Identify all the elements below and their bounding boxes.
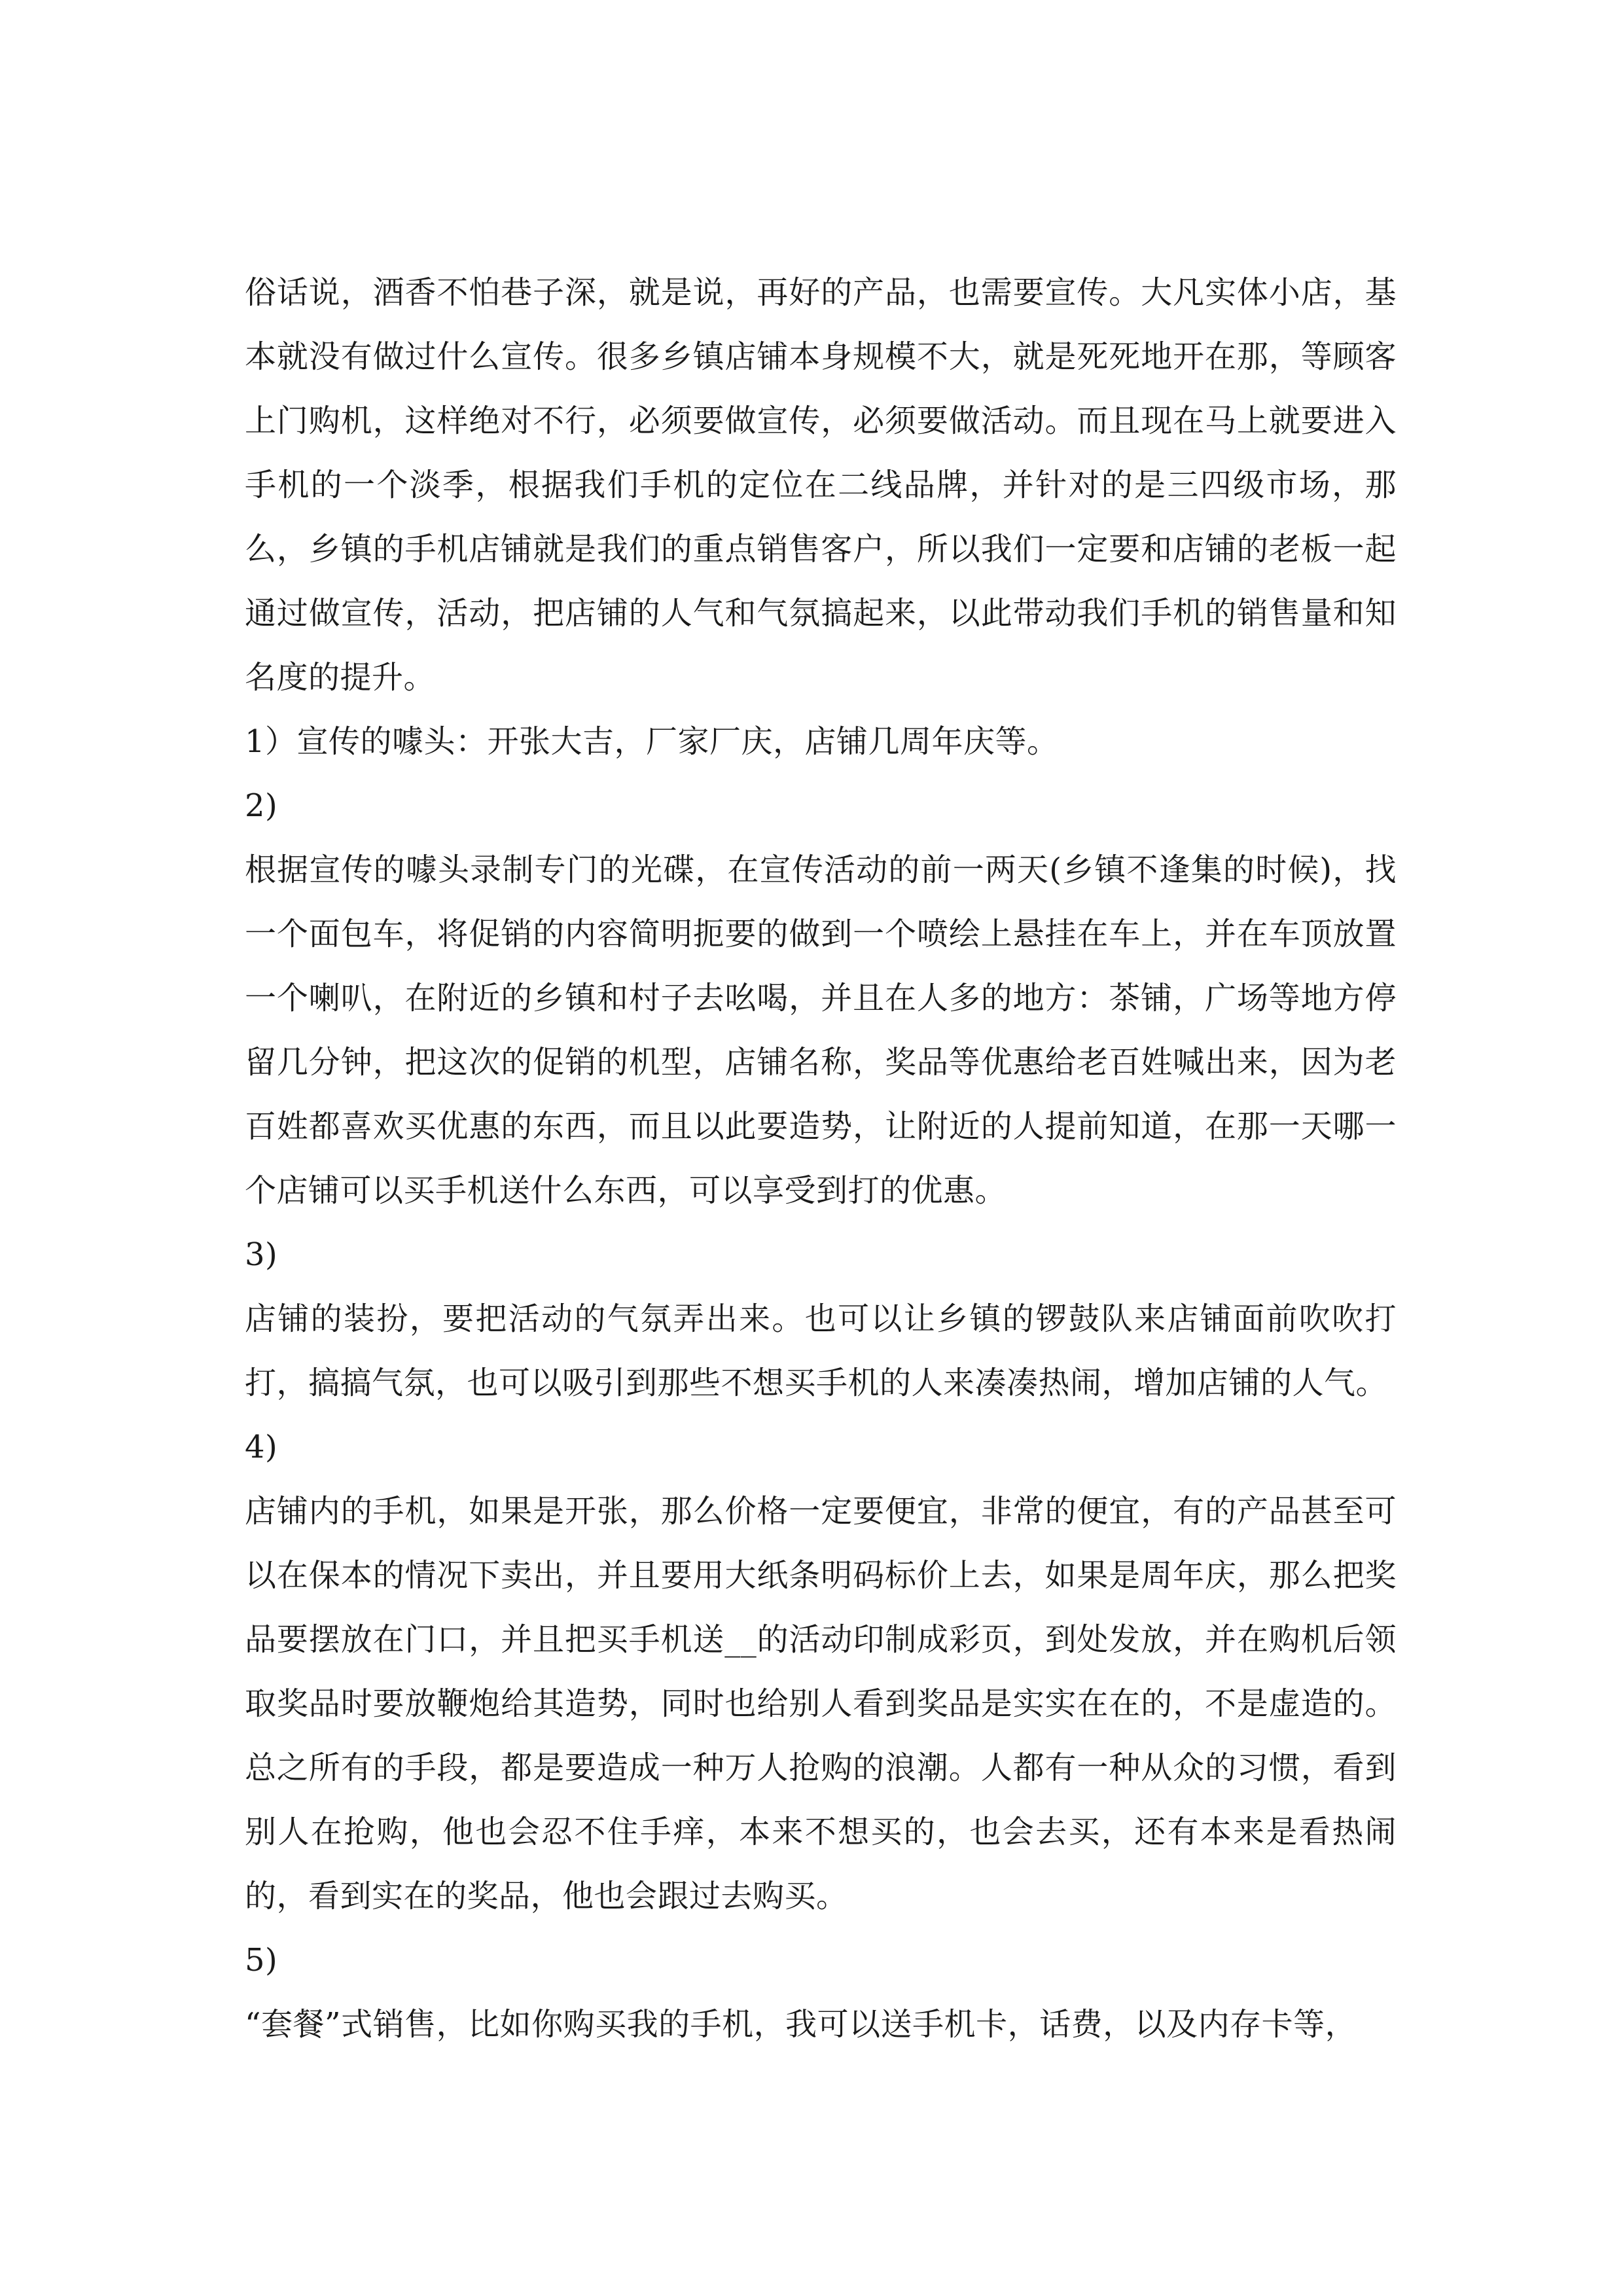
paragraph-item-5: “套餐”式销售，比如你购买我的手机，我可以送手机卡，话费，以及内存卡等，: [245, 2006, 1357, 2043]
item-label-2: 2): [245, 787, 278, 824]
item-label-4: 4): [245, 1429, 278, 1465]
item-label-5: 5): [245, 1942, 278, 1979]
paragraph-intro: 俗话说，酒香不怕巷子深，就是说，再好的产品，也需要宣传。大凡实体小店，基本就没有做过什么宣传。很多乡镇店铺本身规模不大，就是死死地开在那，等顾客上门购机，这样绝对不行，必须要做宣传，必须要做活动。而且现在马上就要进入手机的一个淡季，根据我们手机的定位在二线品牌，并针对的是三四级市场，那么，乡镇的手机店铺就是我们的重点销售客户，所以我们一定要和店铺的老板一起通过做宣传，活动，把店铺的人气和气氛搞起来，以此带动我们手机的销售量和知名度的提升。: [245, 274, 1397, 696]
paragraph-item-1: 1）宣传的噱头：开张大吉，厂家厂庆，店铺几周年庆等。: [245, 723, 1059, 760]
paragraph-item-4: 店铺内的手机，如果是开张，那么价格一定要便宜，非常的便宜，有的产品甚至可以在保本的情况下卖出，并且要用大纸条明码标价上去，如果是周年庆，那么把奖品要摆放在门口，并且把买手机送__的活动印制成彩页，到处发放，并在购机后领取奖品时要放鞭炮给其造势，同时也给别人看到奖品是实实在在的，不是虚造的。总之所有的手段，都是要造成一种万人抢购的浪潮。人都有一种从众的习惯，看到别人在抢购，他也会忍不住手痒，本来不想买的，也会去买，还有本来是看热闹的，看到实在的奖品，他也会跟过去购买。: [245, 1493, 1397, 1914]
paragraph-item-3: 店铺的装扮，要把活动的气氛弄出来。也可以让乡镇的锣鼓队来店铺面前吹吹打打，搞搞气氛，也可以吸引到那些不想买手机的人来凑凑热闹，增加店铺的人气。: [245, 1300, 1397, 1401]
item-label-3: 3): [245, 1236, 278, 1273]
document-body: [245, 260, 1397, 2056]
paragraph-item-2: 根据宣传的噱头录制专门的光碟，在宣传活动的前一两天(乡镇不逢集的时候)，找一个面包车，将促销的内容简明扼要的做到一个喷绘上悬挂在车上，并在车顶放置一个喇叭，在附近的乡镇和村子去吆喝，并且在人多的地方：茶铺，广场等地方停留几分钟，把这次的促销的机型，店铺名称，奖品等优惠给老百姓喊出来，因为老百姓都喜欢买优惠的东西，而且以此要造势，让附近的人提前知道，在那一天哪一个店铺可以买手机送什么东西，可以享受到打的优惠。: [245, 852, 1397, 1209]
